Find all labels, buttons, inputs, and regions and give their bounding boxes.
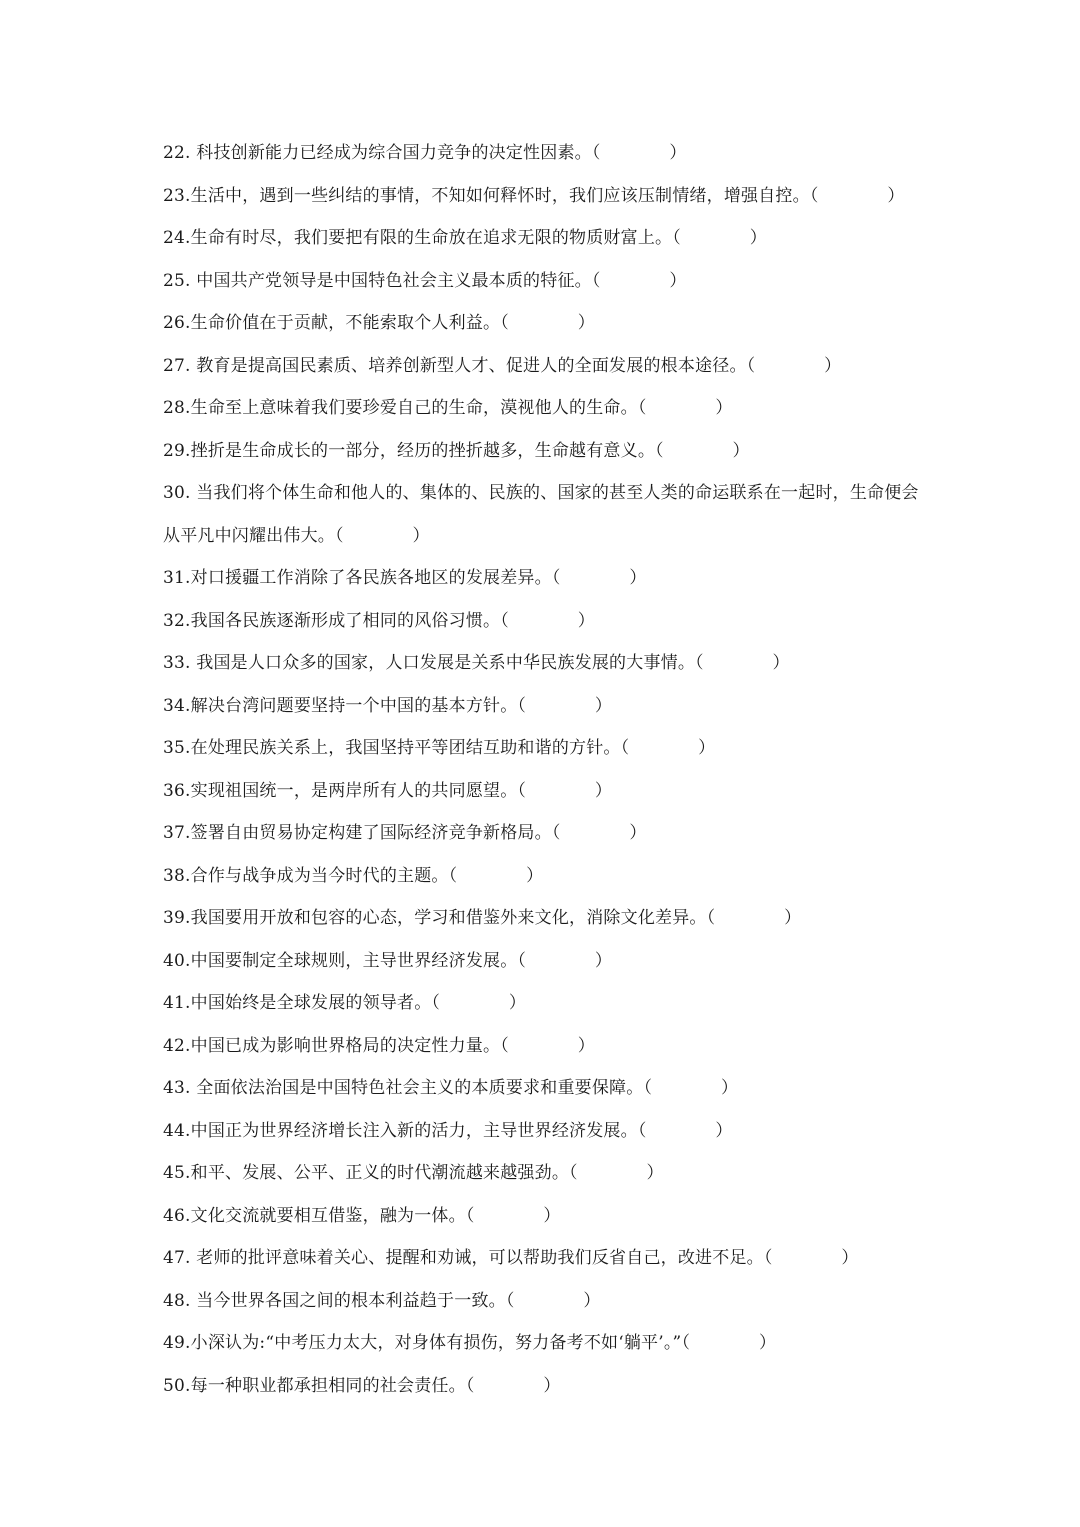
- question-45: [163, 1152, 933, 1195]
- question-text: 31.对口援疆工作消除了各民族各地区的发展差异。（ ）: [163, 568, 647, 588]
- question-44: [163, 1110, 933, 1153]
- question-text: 38.合作与战争成为当今时代的主题。（ ）: [163, 865, 544, 886]
- question-text: 49.小深认为:“中考压力太大，对身体有损伤，努力备考不如‘躺平’。”（ ）: [163, 1333, 777, 1353]
- question-34: [163, 685, 933, 728]
- question-text: 37.签署自由贸易协定构建了国际经济竞争新格局。（ ）: [163, 823, 647, 843]
- question-text: 25. 中国共产党领导是中国特色社会主义最本质的特征。（ ）: [163, 270, 687, 291]
- question-35: [163, 727, 933, 770]
- question-33: [163, 642, 933, 685]
- question-26: [163, 302, 933, 345]
- question-38: [163, 855, 933, 898]
- question-36: [163, 770, 933, 813]
- question-text: 42.中国已成为影响世界格局的决定性力量。（ ）: [163, 1035, 595, 1056]
- true-false-question-list: [163, 132, 933, 1407]
- question-50: [163, 1365, 933, 1408]
- question-text: 24.生命有时尽，我们要把有限的生命放在追求无限的物质财富上。（ ）: [163, 228, 767, 248]
- question-46: [163, 1195, 933, 1238]
- question-40: [163, 940, 933, 983]
- question-29: [163, 430, 933, 473]
- question-text: 43. 全面依法治国是中国特色社会主义的本质要求和重要保障。（ ）: [163, 1078, 739, 1098]
- question-30: [163, 472, 933, 557]
- question-41: [163, 982, 933, 1025]
- question-42: [163, 1025, 933, 1068]
- question-23: [163, 175, 933, 218]
- question-27: [163, 345, 933, 388]
- question-49: [163, 1322, 933, 1365]
- question-text: 41.中国始终是全球发展的领导者。（ ）: [163, 993, 527, 1013]
- question-text: 35.在处理民族关系上，我国坚持平等团结互助和谐的方针。（ ）: [163, 738, 716, 758]
- question-text: 46.文化交流就要相互借鉴，融为一体。（ ）: [163, 1205, 561, 1226]
- question-text: 23.生活中，遇到一些纠结的事情，不知如何释怀时，我们应该压制情绪，增强自控。（ ）: [163, 185, 905, 206]
- question-22: [163, 132, 933, 175]
- question-text: 39.我国要用开放和包容的心态，学习和借鉴外来文化，消除文化差异。（ ）: [163, 908, 802, 928]
- question-25: [163, 260, 933, 303]
- question-text: 22. 科技创新能力已经成为综合国力竞争的决定性因素。（ ）: [163, 143, 687, 163]
- question-text: 45.和平、发展、公平、正义的时代潮流越来越强劲。（ ）: [163, 1163, 664, 1183]
- question-37: [163, 812, 933, 855]
- question-47: [163, 1237, 933, 1280]
- question-39: [163, 897, 933, 940]
- question-text: 34.解决台湾问题要坚持一个中国的基本方针。（ ）: [163, 695, 613, 716]
- question-text: 47. 老师的批评意味着关心、提醒和劝诫，可以帮助我们反省自己，改进不足。（ ）: [163, 1248, 859, 1268]
- question-text: 32.我国各民族逐渐形成了相同的风俗习惯。（ ）: [163, 610, 595, 631]
- question-text: 27. 教育是提高国民素质、培养创新型人才、促进人的全面发展的根本途径。（ ）: [163, 355, 842, 376]
- question-48: [163, 1280, 933, 1323]
- question-43: [163, 1067, 933, 1110]
- question-text: 28.生命至上意味着我们要珍爱自己的生命，漠视他人的生命。（ ）: [163, 398, 733, 418]
- question-text: 29.挫折是生命成长的一部分，经历的挫折越多，生命越有意义。（ ）: [163, 440, 750, 461]
- question-31: [163, 557, 933, 600]
- question-text: 33. 我国是人口众多的国家，人口发展是关系中华民族发展的大事情。（ ）: [163, 653, 790, 673]
- question-text: 50.每一种职业都承担相同的社会责任。（ ）: [163, 1375, 561, 1396]
- question-32: [163, 600, 933, 643]
- question-text: 26.生命价值在于贡献，不能索取个人利益。（ ）: [163, 313, 595, 333]
- question-text: 48. 当今世界各国之间的根本利益趋于一致。（ ）: [163, 1290, 601, 1311]
- question-text: 30. 当我们将个体生命和他人的、集体的、民族的、国家的甚至人类的命运联系在一起时，生命便会从平凡中闪耀出伟大。（ ）: [163, 483, 919, 546]
- question-text: 40.中国要制定全球规则，主导世界经济发展。（ ）: [163, 950, 613, 971]
- question-24: [163, 217, 933, 260]
- question-28: [163, 387, 933, 430]
- question-text: 36.实现祖国统一，是两岸所有人的共同愿望。（ ）: [163, 780, 613, 801]
- question-text: 44.中国正为世界经济增长注入新的活力，主导世界经济发展。（ ）: [163, 1120, 733, 1141]
